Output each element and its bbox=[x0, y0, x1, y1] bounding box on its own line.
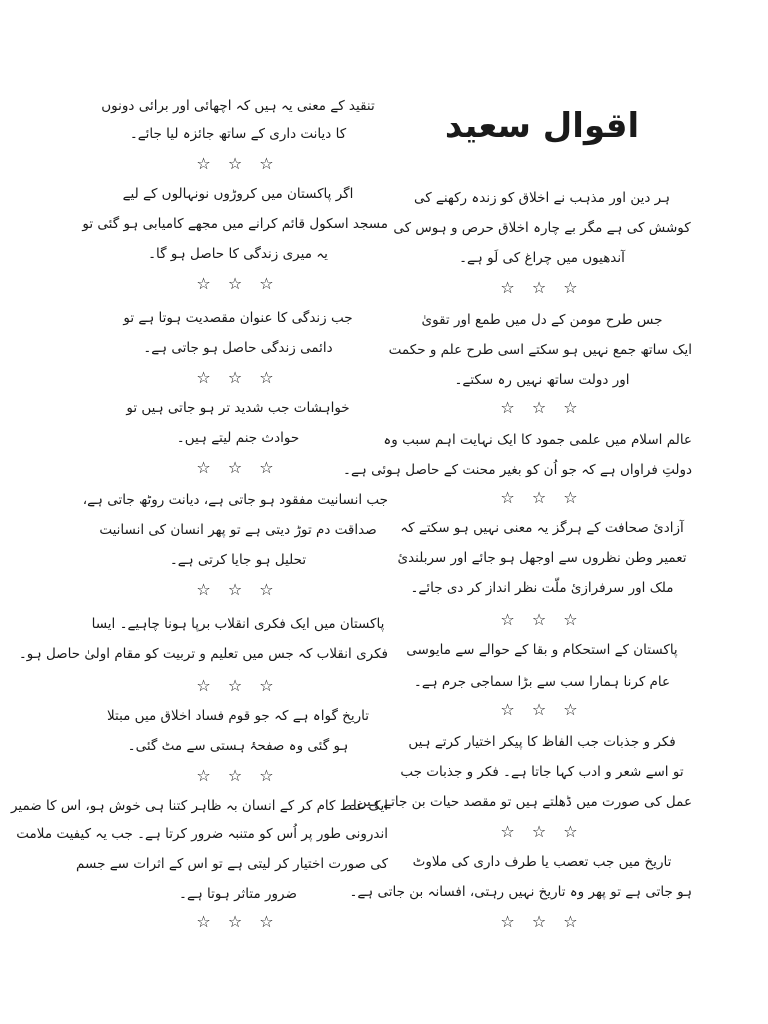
text-line: ضرور متاثر ہوتا ہے۔ bbox=[179, 886, 297, 902]
star-divider: ☆ ☆ ☆ bbox=[196, 368, 280, 387]
text-line: حوادث جنم لیتے ہیں۔ bbox=[176, 430, 300, 446]
text-line: جس طرح مومن کے دل میں طمع اور تقویٰ bbox=[421, 312, 663, 328]
text-line: عام کرنا ہمارا سب سے بڑا سماجی جرم ہے۔ bbox=[413, 674, 671, 690]
text-line: مسجد اسکول قائم کرانے میں مجھے کامیابی ہو گئی تو bbox=[82, 216, 388, 232]
star-divider: ☆ ☆ ☆ bbox=[196, 274, 280, 293]
text-line: پاکستان میں ایک فکری انقلاب برپا ہونا چاہیے۔ ایسا bbox=[91, 616, 385, 632]
text-line: کوشش کی ہے مگر بے چارہ اخلاق حرص و ہوس کی bbox=[393, 220, 691, 236]
text-line: دولتِ فراواں ہے کہ جو اُن کو بغیر محنت کے حاصل ہوئی ہے۔ bbox=[343, 462, 692, 478]
star-divider: ☆ ☆ ☆ bbox=[500, 398, 584, 417]
text-line: ملک اور سرفرازیٔ ملّت نظر انداز کر دی جائے۔ bbox=[410, 580, 674, 596]
star-divider: ☆ ☆ ☆ bbox=[500, 278, 584, 297]
text-line: آزادیٔ صحافت کے ہرگز یہ معنی نہیں ہو سکتے کہ bbox=[400, 520, 684, 536]
text-line: تحلیل ہو جایا کرتی ہے۔ bbox=[169, 552, 307, 568]
text-line: اندرونی طور پر اُس کو متنبہ ضرور کرتا ہے۔ جب یہ کیفیت ملامت bbox=[16, 826, 388, 842]
text-line: آندھیوں میں چراغ کی لَو ہے۔ bbox=[459, 250, 625, 266]
text-line: تاریخ گواہ ہے کہ جو قوم فساد اخلاق میں مبتلا bbox=[106, 708, 370, 724]
text-line: خواہشات جب شدید تر ہو جاتی ہیں تو bbox=[126, 400, 350, 416]
text-line: تعمیر وطن نظروں سے اوجھل ہو جائے اور سربلندیٔ bbox=[397, 550, 687, 566]
text-line: جب انسانیت مفقود ہو جاتی ہے، دیانت روٹھ جاتی ہے، bbox=[82, 492, 388, 508]
star-divider: ☆ ☆ ☆ bbox=[500, 822, 584, 841]
text-line: کی صورت اختیار کر لیتی ہے تو اس کے اثرات سے جسم bbox=[76, 856, 388, 872]
text-line: ہر دین اور مذہب نے اخلاق کو زندہ رکھنے کی bbox=[413, 190, 671, 206]
text-line: ہو جاتی ہے تو پھر وہ تاریخ نہیں رہتی، افسانہ بن جاتی ہے۔ bbox=[349, 884, 692, 900]
star-divider: ☆ ☆ ☆ bbox=[196, 458, 280, 477]
text-line: پاکستان کے استحکام و بقا کے حوالے سے مایوسی bbox=[406, 642, 678, 658]
text-line: دائمی زندگی حاصل ہو جاتی ہے۔ bbox=[143, 340, 333, 356]
text-line: تو اسے شعر و ادب کہا جاتا ہے۔ فکر و جذبات جب bbox=[400, 764, 684, 780]
text-line: ایک ساتھ جمع نہیں ہو سکتے اسی طرح علم و حکمت bbox=[388, 342, 692, 358]
text-line: جب زندگی کا عنوان مقصدیت ہوتا ہے تو bbox=[123, 310, 353, 326]
text-line: فکری انقلاب کہ جس میں تعلیم و تربیت کو مقام اولیٰ حاصل ہو۔ bbox=[18, 646, 388, 662]
text-line: یہ میری زندگی کا حاصل ہو گا۔ bbox=[148, 246, 328, 262]
text-line: عالم اسلام میں علمی جمود کا ایک نہایت اہم سبب وہ bbox=[383, 432, 692, 448]
star-divider: ☆ ☆ ☆ bbox=[196, 912, 280, 931]
star-divider: ☆ ☆ ☆ bbox=[196, 766, 280, 785]
text-line: اگر پاکستان میں کروڑوں نونہالوں کے لیے bbox=[122, 186, 354, 202]
text-line: فکر و جذبات جب الفاظ کا پیکر اختیار کرتے ہیں bbox=[408, 734, 676, 750]
star-divider: ☆ ☆ ☆ bbox=[500, 610, 584, 629]
text-line: عمل کی صورت میں ڈھلتے ہیں تو مقصد حیات بن جاتے ہیں۔ bbox=[348, 794, 692, 810]
star-divider: ☆ ☆ ☆ bbox=[196, 676, 280, 695]
star-divider: ☆ ☆ ☆ bbox=[500, 912, 584, 931]
text-line: ہو گئی وہ صفحۂ ہستی سے مٹ گئی۔ bbox=[127, 738, 349, 754]
text-line: اور دولت ساتھ نہیں رہ سکتے۔ bbox=[454, 372, 630, 388]
star-divider: ☆ ☆ ☆ bbox=[500, 488, 584, 507]
star-divider: ☆ ☆ ☆ bbox=[196, 154, 280, 173]
page-title: اقوال سعید bbox=[444, 106, 640, 146]
text-line: کا دیانت داری کے ساتھ جائزہ لیا جائے۔ bbox=[129, 126, 347, 142]
text-line: تاریخ میں جب تعصب یا طرف داری کی ملاوٹ bbox=[412, 854, 672, 870]
text-line: ایک غلط کام کر کے انسان بہ ظاہر کتنا ہی خوش ہو، اس کا ضمیر bbox=[10, 798, 388, 814]
star-divider: ☆ ☆ ☆ bbox=[196, 580, 280, 599]
text-line: تنقید کے معنی یہ ہیں کہ اچھائی اور برائی دونوں bbox=[101, 98, 375, 114]
text-line: صداقت دم توڑ دیتی ہے تو پھر انسان کی انسانیت bbox=[99, 522, 377, 538]
star-divider: ☆ ☆ ☆ bbox=[500, 700, 584, 719]
